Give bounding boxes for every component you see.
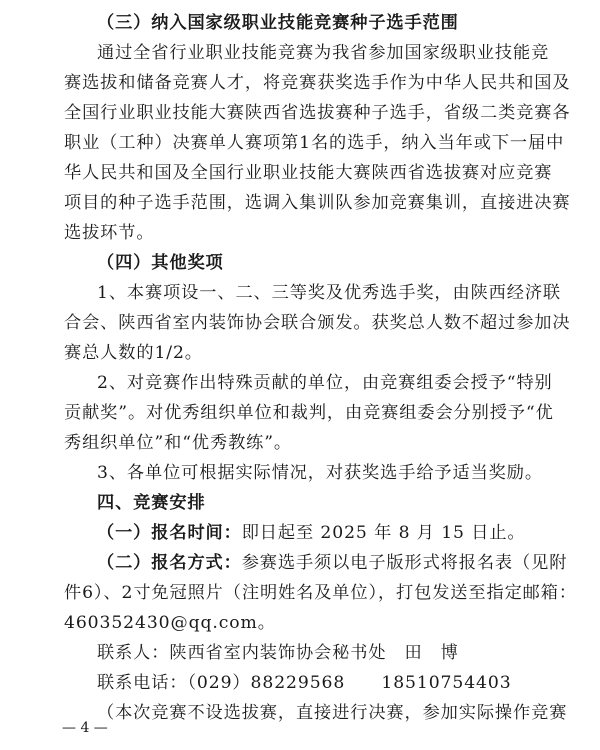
note-line: （本次竞赛不设选拔赛，直接进行决赛，参加实际操作竞赛 <box>97 703 568 723</box>
paragraph-line: 项目的种子选手范围，选调入集训队参加竞赛集训，直接进决赛 <box>64 193 571 213</box>
paragraph-line: 选拔环节。 <box>64 223 155 243</box>
paragraph-line: 通过全省行业职业技能竞赛为我省参加国家级职业技能竞 <box>97 43 550 63</box>
registration-method <box>0 548 600 578</box>
paragraph-line: 秀组织单位”和“优秀教练”。 <box>64 433 293 453</box>
paragraph-line: 2、对竞赛作出特殊贡献的单位，由竞赛组委会授予“特别 <box>97 373 553 393</box>
page-number: — 4 — <box>62 720 108 736</box>
paragraph-line: 全国行业职业技能大赛陕西省选拔赛种子选手，省级二类竞赛各 <box>64 103 571 123</box>
contact-person: 联系人：陕西省室内装饰协会秘书处 田 博 <box>97 643 459 663</box>
section-heading-arrangements: 四、竞赛安排 <box>97 493 206 513</box>
registration-time-value: 即日起至 2025 年 8 月 15 日止。 <box>241 523 526 543</box>
registration-time-label: （一）报名时间： <box>97 523 242 543</box>
paragraph-line: 赛选拔和储备竞赛人才，将竞赛获奖选手作为中华人民共和国及 <box>64 73 571 93</box>
paragraph-line: 1、本赛项设一、二、三等奖及优秀选手奖，由陕西经济联 <box>97 283 562 303</box>
contact-phone: 联系电话：（029）88229568 18510754403 <box>97 673 512 693</box>
paragraph-line: 华人民共和国及全国行业职业技能大赛陕西省选拔赛对应竞赛 <box>64 163 553 183</box>
section-heading-other-awards: （四）其他奖项 <box>97 253 224 273</box>
paragraph-line: 赛总人数的1/2。 <box>64 343 203 363</box>
registration-method-label: （二）报名方式： <box>97 553 242 573</box>
paragraph-line: 职业（工种）决赛单人赛项第1名的选手，纳入当年或下一届中 <box>64 133 565 153</box>
registration-method-text: 参赛选手须以电子版形式将报名表（见附 <box>241 553 568 573</box>
section-heading-seed-players: （三）纳入国家级职业技能竞赛种子选手范围 <box>97 13 459 33</box>
paragraph-line: 3、各单位可根据实际情况，对获奖选手给予适当奖励。 <box>97 463 543 483</box>
paragraph-line: 贡献奖”。对优秀组织单位和裁判，由竞赛组委会分别授予“优 <box>64 403 554 423</box>
paragraph-line: 合会、陕西省室内装饰协会联合颁发。获奖总人数不超过参加决 <box>64 313 571 333</box>
registration-time <box>0 518 600 548</box>
paragraph-line: 件6）、2寸免冠照片（注明姓名及单位），打包发送至指定邮箱： <box>64 583 577 603</box>
email-address: 460352430@qq.com。 <box>64 613 276 633</box>
